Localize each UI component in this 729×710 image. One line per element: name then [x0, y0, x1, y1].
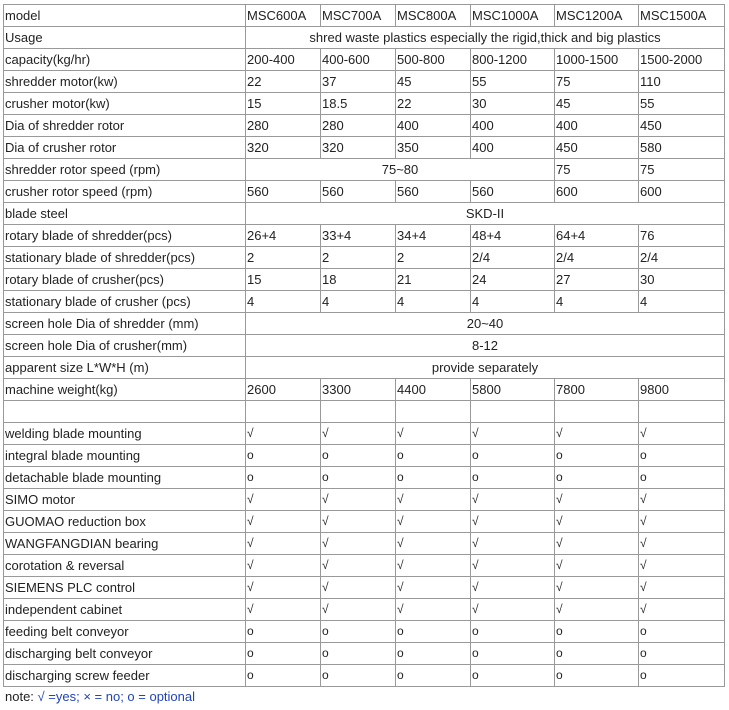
- value-cell: 3300: [321, 379, 396, 401]
- value-cell: √: [555, 511, 639, 533]
- value-cell: 110: [639, 71, 725, 93]
- table-row: [4, 665, 725, 687]
- value-cell: √: [471, 489, 555, 511]
- row-label: integral blade mounting: [4, 445, 246, 467]
- spanning-value-cell: 75~80: [246, 159, 555, 181]
- value-cell: 5800: [471, 379, 555, 401]
- table-row: [4, 313, 725, 335]
- value-cell: 4: [555, 291, 639, 313]
- table-row: [4, 467, 725, 489]
- value-cell: o: [555, 621, 639, 643]
- value-cell: 600: [555, 181, 639, 203]
- note-legend: √ =yes; × = no; o = optional: [37, 689, 195, 704]
- table-row: [4, 577, 725, 599]
- value-cell: o: [555, 467, 639, 489]
- table-row: [4, 511, 725, 533]
- value-cell: √: [321, 599, 396, 621]
- value-cell: √: [555, 489, 639, 511]
- value-cell: 4: [639, 291, 725, 313]
- value-cell: 560: [246, 181, 321, 203]
- value-cell: 37: [321, 71, 396, 93]
- row-label: screen hole Dia of shredder (mm): [4, 313, 246, 335]
- value-cell: √: [639, 599, 725, 621]
- value-cell: √: [471, 533, 555, 555]
- header-cell-model: MSC1000A: [471, 5, 555, 27]
- value-cell: 22: [396, 93, 471, 115]
- value-cell: √: [555, 599, 639, 621]
- value-cell: √: [321, 577, 396, 599]
- table-row: [4, 93, 725, 115]
- row-label: shredder motor(kw): [4, 71, 246, 93]
- row-label: rotary blade of shredder(pcs): [4, 225, 246, 247]
- value-cell: √: [246, 511, 321, 533]
- value-cell: 320: [321, 137, 396, 159]
- spanning-value-cell: SKD-II: [246, 203, 725, 225]
- table-row: [4, 27, 725, 49]
- row-label: Dia of shredder rotor: [4, 115, 246, 137]
- value-cell: o: [471, 445, 555, 467]
- value-cell: √: [246, 423, 321, 445]
- value-cell: o: [396, 621, 471, 643]
- value-cell: [555, 401, 639, 423]
- value-cell: 4: [246, 291, 321, 313]
- row-label: independent cabinet: [4, 599, 246, 621]
- value-cell: o: [396, 665, 471, 687]
- value-cell: o: [396, 445, 471, 467]
- value-cell: o: [639, 445, 725, 467]
- value-cell: 1500-2000: [639, 49, 725, 71]
- value-cell: o: [321, 621, 396, 643]
- value-cell: 350: [396, 137, 471, 159]
- row-label: rotary blade of crusher(pcs): [4, 269, 246, 291]
- value-cell: √: [639, 489, 725, 511]
- value-cell: 18.5: [321, 93, 396, 115]
- row-label: discharging belt conveyor: [4, 643, 246, 665]
- value-cell: √: [396, 533, 471, 555]
- value-cell: 400: [555, 115, 639, 137]
- value-cell: o: [471, 621, 555, 643]
- value-cell: 450: [555, 137, 639, 159]
- row-label: corotation & reversal: [4, 555, 246, 577]
- header-cell-model: MSC800A: [396, 5, 471, 27]
- value-cell: √: [639, 555, 725, 577]
- table-row: [4, 291, 725, 313]
- value-cell: o: [246, 665, 321, 687]
- row-label: crusher rotor speed (rpm): [4, 181, 246, 203]
- value-cell: √: [321, 511, 396, 533]
- value-cell: o: [321, 643, 396, 665]
- row-label: WANGFANGDIAN bearing: [4, 533, 246, 555]
- row-label: machine weight(kg): [4, 379, 246, 401]
- value-cell: √: [246, 555, 321, 577]
- row-label: Dia of crusher rotor: [4, 137, 246, 159]
- table-row: [4, 115, 725, 137]
- value-cell: 400: [471, 137, 555, 159]
- row-label: crusher motor(kw): [4, 93, 246, 115]
- value-cell: o: [246, 467, 321, 489]
- value-cell: 76: [639, 225, 725, 247]
- value-cell: 4: [471, 291, 555, 313]
- value-cell: o: [246, 643, 321, 665]
- table-row: [4, 335, 725, 357]
- value-cell: 4: [321, 291, 396, 313]
- value-cell: √: [396, 577, 471, 599]
- value-cell: o: [639, 467, 725, 489]
- value-cell: √: [396, 555, 471, 577]
- value-cell: 560: [321, 181, 396, 203]
- value-cell: 400: [471, 115, 555, 137]
- table-row: [4, 555, 725, 577]
- value-cell: 30: [471, 93, 555, 115]
- value-cell: 45: [396, 71, 471, 93]
- value-cell: √: [639, 577, 725, 599]
- value-cell: √: [246, 489, 321, 511]
- footnote: [5, 689, 195, 704]
- table-row: [4, 621, 725, 643]
- table-row: [4, 599, 725, 621]
- header-cell-label: model: [4, 5, 246, 27]
- value-cell: [321, 401, 396, 423]
- table-row: [4, 137, 725, 159]
- value-cell: 400-600: [321, 49, 396, 71]
- table-row: [4, 159, 725, 181]
- header-cell-model: MSC600A: [246, 5, 321, 27]
- table-row: [4, 225, 725, 247]
- value-cell: 9800: [639, 379, 725, 401]
- value-cell: √: [639, 533, 725, 555]
- value-cell: √: [396, 511, 471, 533]
- row-label: stationary blade of crusher (pcs): [4, 291, 246, 313]
- value-cell: 27: [555, 269, 639, 291]
- value-cell: √: [639, 423, 725, 445]
- value-cell: 55: [639, 93, 725, 115]
- value-cell: 30: [639, 269, 725, 291]
- note-prefix: note:: [5, 689, 38, 704]
- value-cell: √: [246, 599, 321, 621]
- row-label: apparent size L*W*H (m): [4, 357, 246, 379]
- table-row: [4, 401, 725, 423]
- value-cell: 320: [246, 137, 321, 159]
- row-label: shredder rotor speed (rpm): [4, 159, 246, 181]
- value-cell: 22: [246, 71, 321, 93]
- value-cell: o: [321, 665, 396, 687]
- value-cell: √: [471, 555, 555, 577]
- value-cell: √: [321, 423, 396, 445]
- value-cell: √: [321, 489, 396, 511]
- value-cell: 580: [639, 137, 725, 159]
- table-row: [4, 247, 725, 269]
- value-cell: [471, 401, 555, 423]
- header-cell-model: MSC1200A: [555, 5, 639, 27]
- value-cell: o: [246, 621, 321, 643]
- value-cell: 280: [321, 115, 396, 137]
- value-cell: 2600: [246, 379, 321, 401]
- value-cell: √: [471, 511, 555, 533]
- value-cell: 200-400: [246, 49, 321, 71]
- row-label: discharging screw feeder: [4, 665, 246, 687]
- value-cell: 280: [246, 115, 321, 137]
- table-row: [4, 49, 725, 71]
- value-cell: √: [321, 533, 396, 555]
- row-label: SIEMENS PLC control: [4, 577, 246, 599]
- value-cell: 18: [321, 269, 396, 291]
- value-cell: √: [246, 533, 321, 555]
- value-cell: 2: [396, 247, 471, 269]
- table-row: [4, 181, 725, 203]
- spanning-value-cell: shred waste plastics especially the rigid,thick and big plastics: [246, 27, 725, 49]
- row-label: Usage: [4, 27, 246, 49]
- value-cell: o: [555, 445, 639, 467]
- table-row: [4, 71, 725, 93]
- value-cell: √: [471, 423, 555, 445]
- value-cell: √: [555, 423, 639, 445]
- value-cell: 2/4: [471, 247, 555, 269]
- value-cell: 64+4: [555, 225, 639, 247]
- header-cell-model: MSC1500A: [639, 5, 725, 27]
- value-cell: √: [321, 555, 396, 577]
- value-cell: o: [321, 445, 396, 467]
- value-cell: 24: [471, 269, 555, 291]
- value-cell: 75: [555, 71, 639, 93]
- row-label: stationary blade of shredder(pcs): [4, 247, 246, 269]
- value-cell: 45: [555, 93, 639, 115]
- value-cell: 7800: [555, 379, 639, 401]
- value-cell: 2: [246, 247, 321, 269]
- value-cell: [246, 401, 321, 423]
- value-cell: 75: [555, 159, 639, 181]
- table-row: [4, 489, 725, 511]
- value-cell: o: [639, 643, 725, 665]
- table-row: [4, 533, 725, 555]
- row-label: capacity(kg/hr): [4, 49, 246, 71]
- header-cell-model: MSC700A: [321, 5, 396, 27]
- value-cell: 15: [246, 269, 321, 291]
- value-cell: 400: [396, 115, 471, 137]
- row-label: detachable blade mounting: [4, 467, 246, 489]
- value-cell: o: [555, 643, 639, 665]
- value-cell: o: [639, 621, 725, 643]
- value-cell: 33+4: [321, 225, 396, 247]
- value-cell: 450: [639, 115, 725, 137]
- spanning-value-cell: 8-12: [246, 335, 725, 357]
- value-cell: 75: [639, 159, 725, 181]
- value-cell: o: [555, 665, 639, 687]
- value-cell: 34+4: [396, 225, 471, 247]
- value-cell: √: [396, 489, 471, 511]
- value-cell: 15: [246, 93, 321, 115]
- row-label: [4, 401, 246, 423]
- table-row: [4, 379, 725, 401]
- value-cell: o: [246, 445, 321, 467]
- value-cell: 600: [639, 181, 725, 203]
- spanning-value-cell: 20~40: [246, 313, 725, 335]
- value-cell: 48+4: [471, 225, 555, 247]
- value-cell: 560: [396, 181, 471, 203]
- value-cell: √: [555, 533, 639, 555]
- value-cell: 2/4: [639, 247, 725, 269]
- spec-table-body: [4, 5, 725, 687]
- value-cell: o: [396, 467, 471, 489]
- value-cell: [639, 401, 725, 423]
- value-cell: √: [396, 599, 471, 621]
- value-cell: o: [471, 665, 555, 687]
- row-label: SIMO motor: [4, 489, 246, 511]
- spanning-value-cell: provide separately: [246, 357, 725, 379]
- value-cell: 2/4: [555, 247, 639, 269]
- value-cell: √: [555, 577, 639, 599]
- value-cell: [396, 401, 471, 423]
- table-row: [4, 643, 725, 665]
- table-row: [4, 423, 725, 445]
- row-label: feeding belt conveyor: [4, 621, 246, 643]
- value-cell: 55: [471, 71, 555, 93]
- value-cell: 800-1200: [471, 49, 555, 71]
- row-label: screen hole Dia of crusher(mm): [4, 335, 246, 357]
- row-label: welding blade mounting: [4, 423, 246, 445]
- value-cell: 4: [396, 291, 471, 313]
- table-row: [4, 445, 725, 467]
- value-cell: √: [471, 599, 555, 621]
- value-cell: o: [639, 665, 725, 687]
- row-label: blade steel: [4, 203, 246, 225]
- value-cell: 21: [396, 269, 471, 291]
- value-cell: √: [246, 577, 321, 599]
- value-cell: 26+4: [246, 225, 321, 247]
- value-cell: o: [471, 467, 555, 489]
- row-label: GUOMAO reduction box: [4, 511, 246, 533]
- table-row: [4, 269, 725, 291]
- value-cell: 500-800: [396, 49, 471, 71]
- value-cell: √: [555, 555, 639, 577]
- value-cell: o: [471, 643, 555, 665]
- spec-page: [3, 4, 725, 687]
- value-cell: 2: [321, 247, 396, 269]
- value-cell: √: [639, 511, 725, 533]
- header-row: [4, 5, 725, 27]
- table-row: [4, 357, 725, 379]
- value-cell: √: [471, 577, 555, 599]
- table-row: [4, 203, 725, 225]
- value-cell: o: [321, 467, 396, 489]
- value-cell: 1000-1500: [555, 49, 639, 71]
- spec-table: [3, 4, 725, 687]
- value-cell: √: [396, 423, 471, 445]
- value-cell: 560: [471, 181, 555, 203]
- value-cell: 4400: [396, 379, 471, 401]
- value-cell: o: [396, 643, 471, 665]
